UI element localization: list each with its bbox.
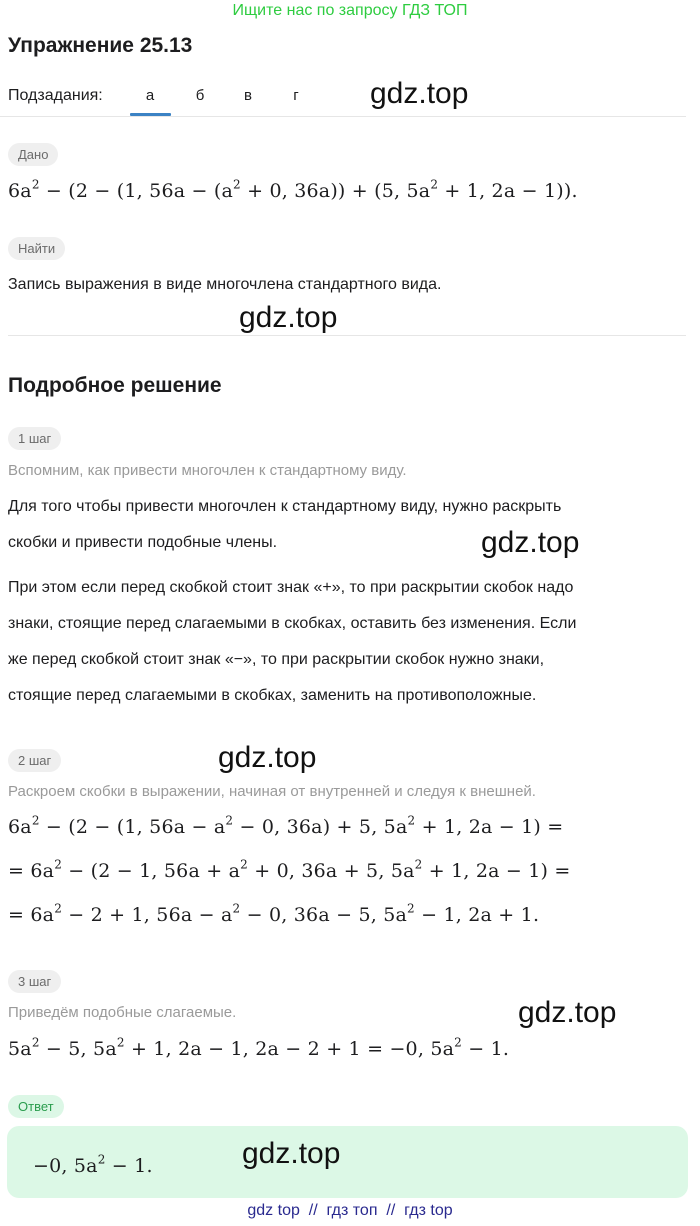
step-3-math-line: $5a^2 - 5$, $5a^2 + 1$, 2a − 1, 2a − 2 + 1 = −0, $5a^2 - 1$. [8,1035,510,1060]
step-1-badge: 1 шаг [8,427,61,450]
step-2-math-line-1: $6a^2 - (2 - (1$, $56a - a^2 - 0$, 36a) + 5, $5a^2 + 1$, 2a − 1) = [8,813,564,838]
step-1-paragraph-2-line: стоящие перед слагаемыми в скобках, заменить на противоположные. [8,687,537,704]
step-1-paragraph-1-line: Для того чтобы привести многочлен к стандартному виду, нужно раскрыть [8,498,562,515]
answer-expression: −0, $5a^2 - 1$. [33,1152,153,1177]
footer-watermark: gdz top // гдз топ // гдз top [247,1202,453,1219]
given-expression: $6a^2 - (2 - (1$, $56a - (a^2 + 0$, 36a)) + (5, $5a^2 + 1$, 2a − 1)). [8,177,578,202]
step-2-badge: 2 шаг [8,749,61,772]
step-2-math-line-3: = $6a^2 - 2 + 1$, $56a - a^2 - 0$, 36a − 5, $5a^2 - 1$, 2a + 1. [8,901,540,926]
step-2-math-line-2: = $6a^2 - (2 - 1$, $56a + a^2 + 0$, 36a + 5, $5a^2 + 1$, 2a − 1) = [8,857,571,882]
search-banner: Ищите нас по запросу ГДЗ ТОП [232,2,468,19]
tab-g[interactable]: г [293,87,299,104]
step-1-paragraph-1-line: скобки и привести подобные члены. [8,534,278,551]
tab-a[interactable]: а [145,87,155,104]
step-3-badge: 3 шаг [8,970,61,993]
watermark: gdz.top [518,996,617,1029]
watermark: gdz.top [239,301,338,334]
given-badge: Дано [8,143,58,166]
watermark: gdz.top [242,1137,341,1170]
solution-title: Подробное решение [8,374,222,397]
step-1-paragraph-2-line: же перед скобкой стоит знак «−», то при раскрытии скобок нужно знаки, [8,651,545,668]
tab-v[interactable]: в [244,87,252,104]
find-badge: Найти [8,237,65,260]
watermark: gdz.top [218,741,317,774]
step-1-paragraph-2-line: знаки, стоящие перед слагаемыми в скобках, оставить без изменения. Если [8,615,577,632]
subtasks-label: Подзадания: [8,87,103,104]
tab-b[interactable]: б [195,87,205,104]
section-divider [8,335,686,336]
watermark: gdz.top [370,77,469,110]
page-title: Упражнение 25.13 [8,34,193,57]
step-1-hint: Вспомним, как привести многочлен к стандартному виду. [8,462,407,479]
step-3-hint: Приведём подобные слагаемые. [8,1004,237,1021]
find-text: Запись выражения в виде многочлена стандартного вида. [8,276,442,293]
step-2-hint: Раскроем скобки в выражении, начиная от внутренней и следуя к внешней. [8,783,536,800]
answer-badge: Ответ [8,1095,64,1118]
watermark: gdz.top [481,526,580,559]
tabs-divider [0,116,686,117]
step-1-paragraph-2-line: При этом если перед скобкой стоит знак «+», то при раскрытии скобок надо [8,579,574,596]
